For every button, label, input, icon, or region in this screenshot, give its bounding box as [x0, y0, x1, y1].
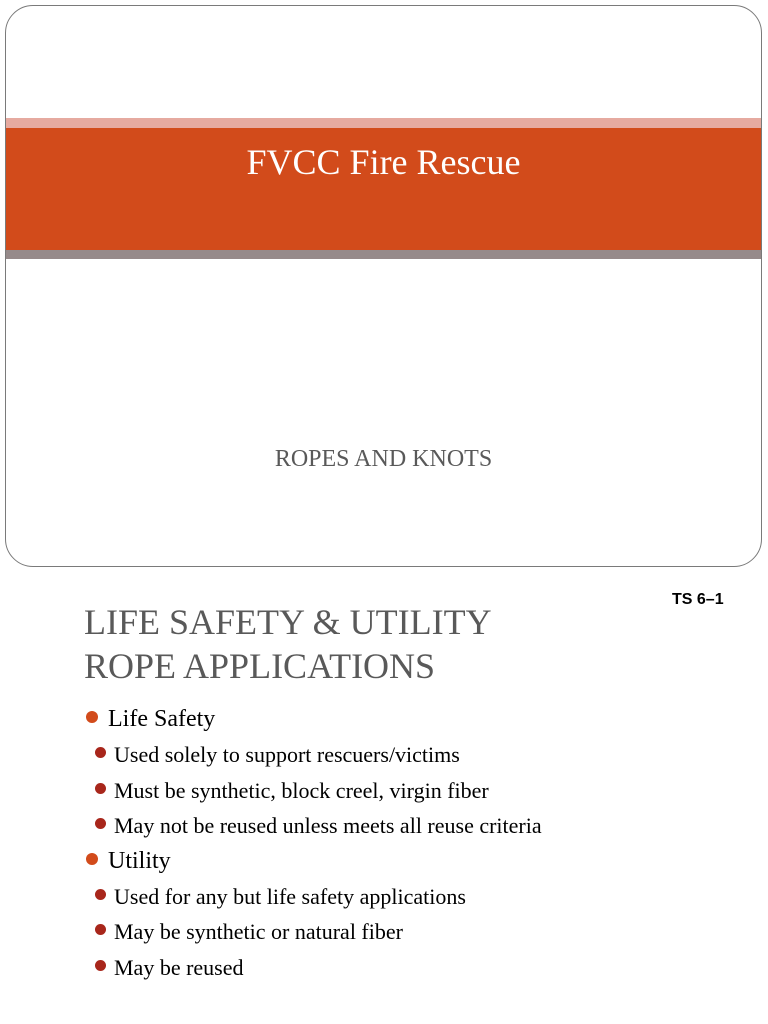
sub-bullet — [90, 737, 542, 773]
bullet-life-safety — [84, 702, 542, 737]
sub-bullet — [90, 879, 542, 915]
title-band-top-stripe — [6, 118, 761, 128]
sub-bullet-text: Must be synthetic, block creel, virgin fiber — [114, 777, 489, 803]
title-slide — [5, 5, 762, 567]
sub-bullet-text: Used for any but life safety applications — [114, 883, 466, 909]
sub-bullet — [90, 808, 542, 844]
sub-bullet-dot-icon — [95, 783, 106, 794]
sub-bullet — [90, 773, 542, 809]
sub-bullet-text: Used solely to support rescuers/victims — [114, 742, 460, 767]
sub-bullet-dot-icon — [95, 747, 106, 758]
sub-list-utility — [84, 879, 542, 986]
bullet-list — [84, 702, 542, 985]
bullet-label: Life Safety — [108, 706, 216, 732]
sub-bullet-dot-icon — [95, 818, 106, 829]
sub-bullet-dot-icon — [95, 889, 106, 900]
sub-bullet-text: May be synthetic or natural fiber — [114, 919, 403, 944]
sub-bullet-text: May not be reused unless meets all reuse criteria — [114, 813, 542, 838]
slide-tag: TS 6–1 — [672, 591, 724, 608]
sub-bullet — [90, 914, 542, 950]
slide-title: FVCC Fire Rescue — [246, 142, 521, 182]
slide-heading-line-2: ROPE APPLICATIONS — [84, 646, 436, 686]
sub-bullet-dot-icon — [95, 960, 106, 971]
slide-subtitle: ROPES AND KNOTS — [274, 446, 493, 472]
sub-bullet-dot-icon — [95, 924, 106, 935]
slide-heading — [84, 600, 644, 688]
sub-list-life-safety — [84, 737, 542, 844]
bullet-dot-icon — [86, 711, 98, 723]
title-band-bottom-stripe — [6, 250, 761, 259]
slide-heading-line-1: LIFE SAFETY & UTILITY — [84, 602, 492, 642]
bullet-dot-icon — [86, 853, 98, 865]
sub-bullet — [90, 950, 542, 986]
bullet-utility — [84, 844, 542, 879]
sub-bullet-text: May be reused — [114, 954, 244, 980]
bullet-label: Utility — [108, 847, 171, 874]
